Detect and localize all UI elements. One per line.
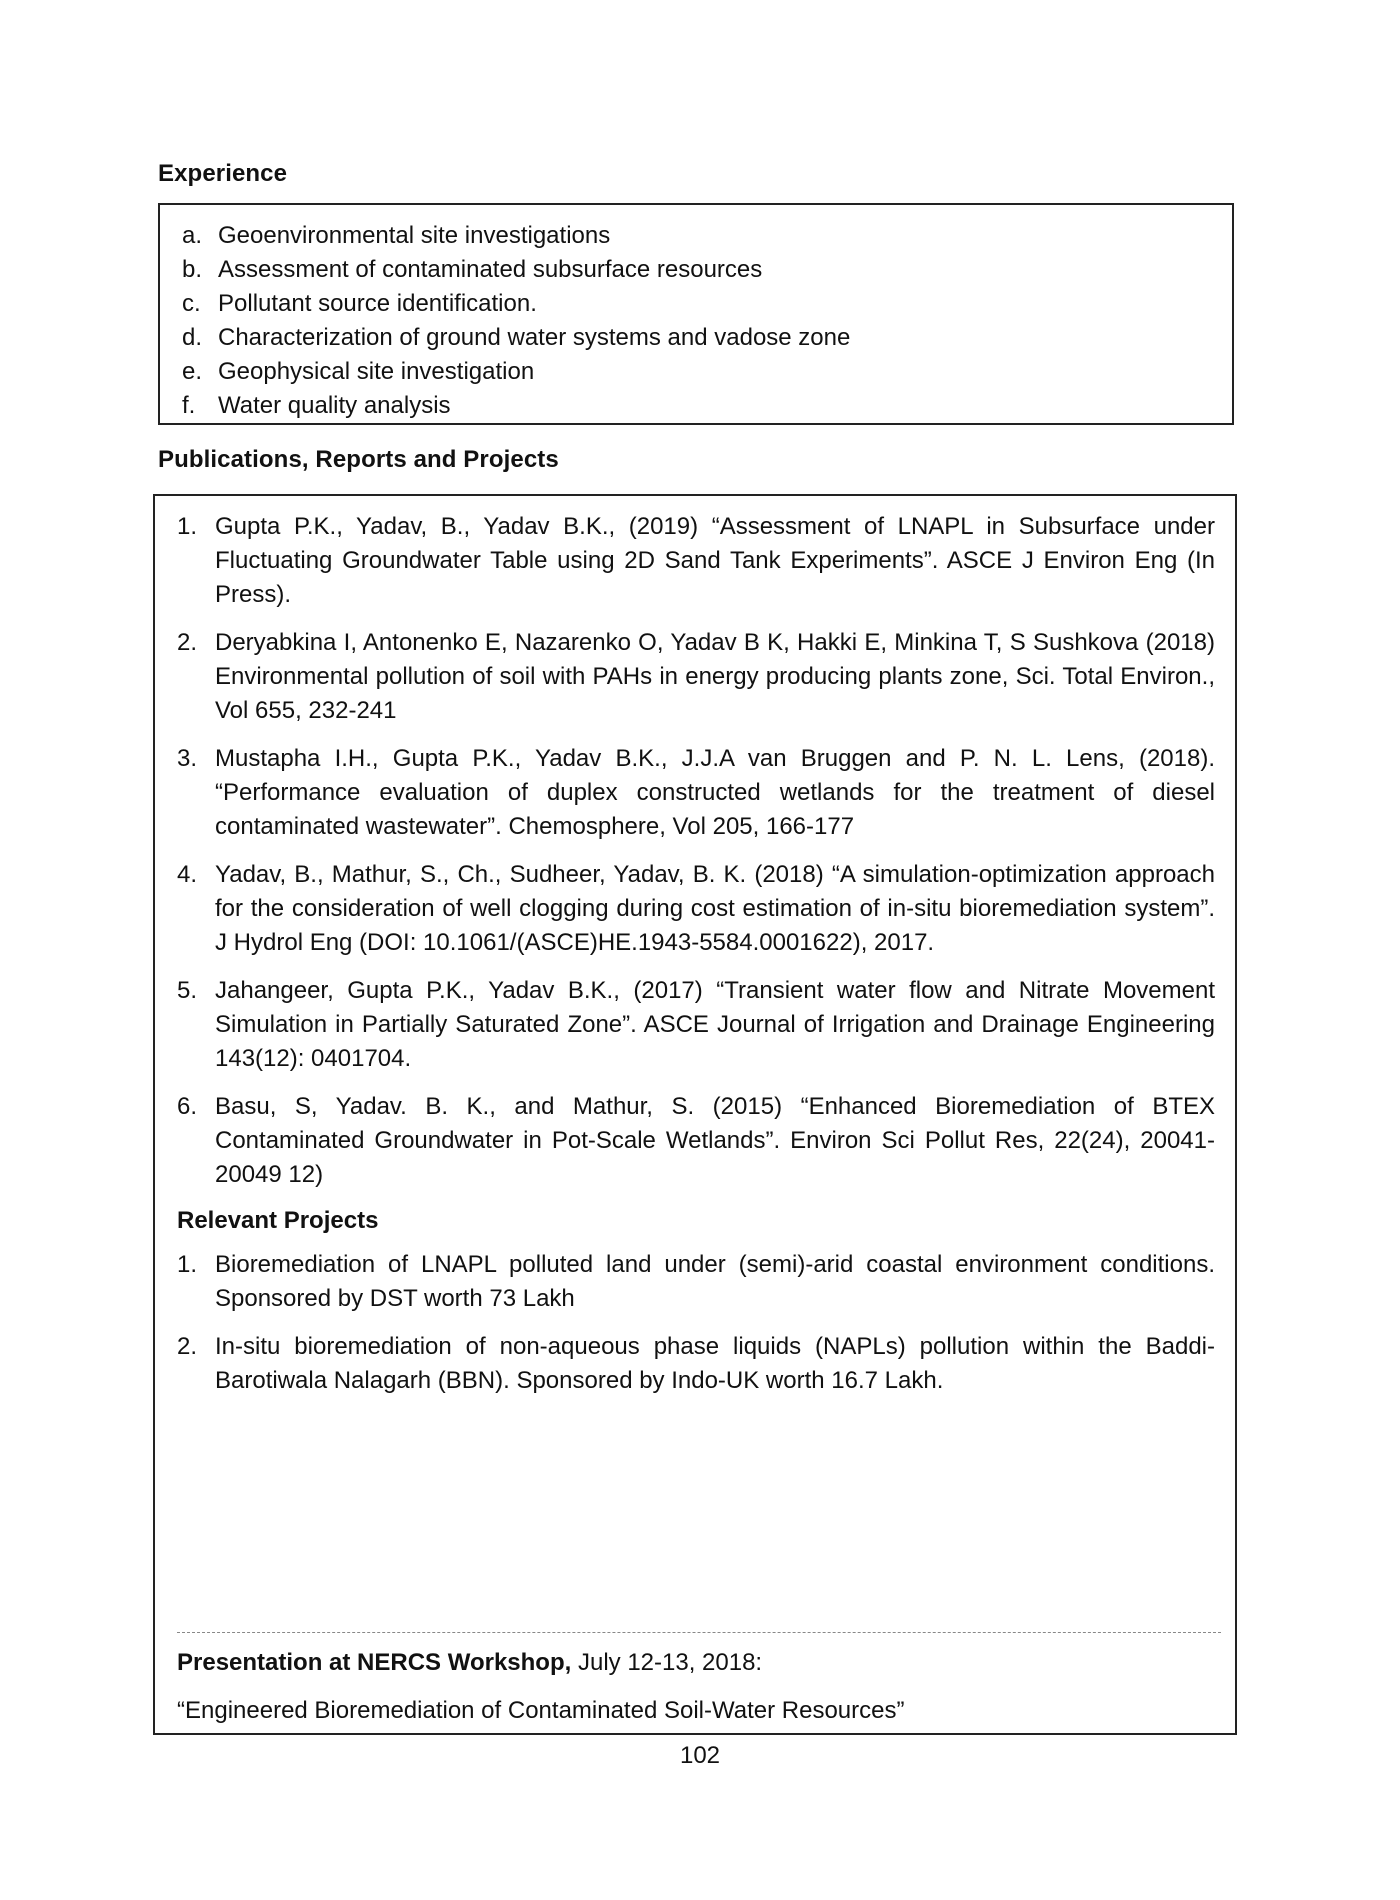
relevant-projects-title: Relevant Projects — [177, 1207, 379, 1234]
experience-item — [182, 389, 1232, 423]
publication-number: 4. — [177, 861, 198, 888]
item-text: Geophysical site investigation — [218, 358, 535, 385]
publication-number: 3. — [177, 745, 198, 772]
experience-item — [182, 287, 1232, 321]
project-item — [177, 1330, 1215, 1398]
project-number: 2. — [177, 1333, 198, 1360]
item-marker: a. — [182, 222, 203, 249]
presentation-label: Presentation at NERCS Workshop, — [177, 1649, 572, 1676]
item-marker: c. — [182, 290, 201, 317]
item-marker: b. — [182, 256, 203, 283]
publication-number: 2. — [177, 629, 198, 656]
experience-item — [182, 321, 1232, 355]
project-text: Bioremediation of LNAPL polluted land under (semi)-arid coastal environment conditions. Sponsored by DST worth 73 Lakh — [215, 1251, 1215, 1312]
project-item — [177, 1248, 1215, 1316]
publication-text: Yadav, B., Mathur, S., Ch., Sudheer, Yadav, B. K. (2018) “A simulation-optimization approach for the consideration of well clogging during cost estimation of in-situ bioremediation system”. J Hydrol Eng (DOI: 10.1061/(ASCE)HE.1943-5584.0001622), 2017. — [215, 861, 1215, 956]
publication-item — [177, 858, 1215, 960]
publications-title: Publications, Reports and Projects — [158, 446, 559, 473]
experience-item — [182, 253, 1232, 287]
presentation-title: “Engineered Bioremediation of Contaminated Soil-Water Resources” — [177, 1697, 905, 1724]
publications-box — [153, 494, 1237, 1735]
presentation-date: July 12-13, 2018: — [571, 1649, 763, 1676]
experience-item — [182, 219, 1232, 253]
item-marker: f. — [182, 392, 196, 419]
item-text: Characterization of ground water systems and vadose zone — [218, 324, 851, 351]
item-text: Assessment of contaminated subsurface resources — [218, 256, 763, 283]
dashed-divider — [177, 1632, 1221, 1633]
publication-number: 5. — [177, 977, 198, 1004]
publication-item — [177, 510, 1215, 612]
presentation-block — [177, 1646, 904, 1728]
item-text: Geoenvironmental site investigations — [218, 222, 611, 249]
publication-text: Deryabkina I, Antonenko E, Nazarenko O, Yadav B K, Hakki E, Minkina T, S Sushkova (2018) Environmental pollution of soil with PAHs in energy producing plants zone, Sci. Total Environ., Vol 655, 232-241 — [215, 629, 1215, 724]
publication-text: Gupta P.K., Yadav, B., Yadav B.K., (2019) “Assessment of LNAPL in Subsurface under Fluctuating Groundwater Table using 2D Sand Tank Experiments”. ASCE J Environ Eng (In Press). — [215, 513, 1215, 608]
project-text: In-situ bioremediation of non-aqueous phase liquids (NAPLs) pollution within the Baddi-Barotiwala Nalagarh (BBN). Sponsored by Indo-UK worth 16.7 Lakh. — [215, 1333, 1215, 1394]
publication-text: Mustapha I.H., Gupta P.K., Yadav B.K., J.J.A van Bruggen and P. N. L. Lens, (2018). “Performance evaluation of duplex constructed wetlands for the treatment of diesel contaminated wastewater”. Chemosphere, Vol 205, 166-177 — [215, 745, 1215, 840]
publication-text: Jahangeer, Gupta P.K., Yadav B.K., (2017) “Transient water flow and Nitrate Movement Simulation in Partially Saturated Zone”. ASCE Journal of Irrigation and Drainage Engineering 143(12): 0401704. — [215, 977, 1215, 1072]
item-text: Pollutant source identification. — [218, 290, 537, 317]
publication-item — [177, 626, 1215, 728]
publication-number: 6. — [177, 1093, 198, 1120]
publication-item — [177, 974, 1215, 1076]
experience-box — [158, 203, 1234, 425]
publication-number: 1. — [177, 513, 198, 540]
page-number: 102 — [679, 1742, 721, 1769]
publication-text: Basu, S, Yadav. B. K., and Mathur, S. (2015) “Enhanced Bioremediation of BTEX Contaminated Groundwater in Pot-Scale Wetlands”. Environ Sci Pollut Res, 22(24), 20041-20049 12) — [215, 1093, 1215, 1188]
project-number: 1. — [177, 1251, 198, 1278]
item-text: Water quality analysis — [218, 392, 451, 419]
presentation-heading — [177, 1646, 904, 1680]
item-marker: d. — [182, 324, 203, 351]
item-marker: e. — [182, 358, 203, 385]
publication-item — [177, 742, 1215, 844]
experience-item — [182, 355, 1232, 389]
publication-item — [177, 1090, 1215, 1192]
experience-title: Experience — [158, 160, 288, 187]
